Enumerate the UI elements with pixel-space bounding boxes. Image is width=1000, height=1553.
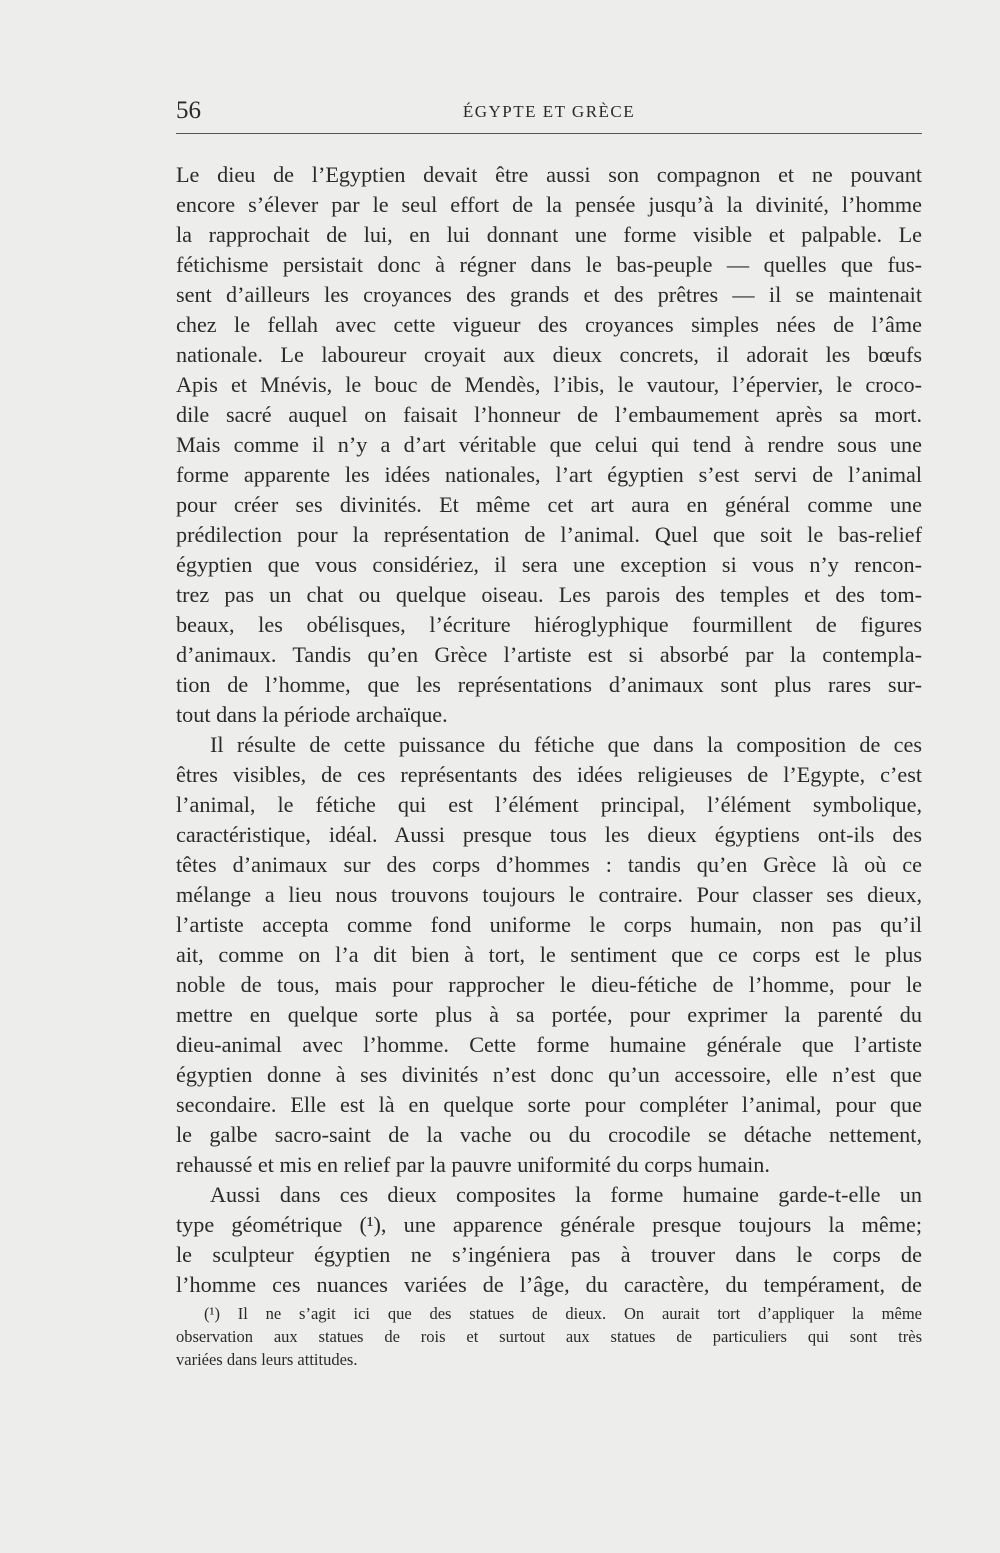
page-number: 56: [176, 97, 201, 124]
text-line: le galbe sacro-saint de la vache ou du crocodile se détache nettement,: [176, 1122, 922, 1147]
text-line: noble de tous, mais pour rapprocher le dieu-fétiche de l’homme, pour le: [176, 972, 922, 997]
body-text: [176, 160, 922, 1300]
footnote-line: (¹) Il ne s’agit ici que des statues de dieux. On aurait tort d’appliquer la même: [204, 1304, 922, 1323]
text-line: la rapprochait de lui, en lui donnant une forme visible et palpable. Le: [176, 222, 922, 247]
text-line: fétichisme persistait donc à régner dans le bas-peuple — quelles que fus-: [176, 252, 922, 277]
text-line: encore s’élever par le seul effort de la pensée jusqu’à la divinité, l’homme: [176, 192, 922, 217]
text-line: l’artiste accepta comme fond uniforme le corps humain, non pas qu’il: [176, 912, 922, 937]
footnote-line: variées dans leurs attitudes.: [176, 1350, 358, 1369]
text-line: nationale. Le laboureur croyait aux dieux concrets, il adorait les bœufs: [176, 342, 922, 367]
text-line: type géométrique (¹), une apparence générale presque toujours la même;: [176, 1212, 922, 1237]
text-line: rehaussé et mis en relief par la pauvre uniformité du corps humain.: [176, 1152, 770, 1177]
text-line: tion de l’homme, que les représentations d’animaux sont plus rares sur-: [176, 672, 922, 697]
text-line: forme apparente les idées nationales, l’art égyptien s’est servi de l’animal: [176, 462, 922, 487]
text-line: pour créer ses divinités. Et même cet art aura en général comme une: [176, 492, 922, 517]
text-line: tout dans la période archaïque.: [176, 702, 448, 727]
text-line: dieu-animal avec l’homme. Cette forme humaine générale que l’artiste: [176, 1032, 922, 1057]
text-line: Le dieu de l’Egyptien devait être aussi son compagnon et ne pouvant: [176, 162, 922, 187]
running-head: [176, 96, 922, 130]
text-line: mélange a lieu nous trouvons toujours le contraire. Pour classer ses dieux,: [176, 882, 922, 907]
text-line: ait, comme on l’a dit bien à tort, le sentiment que ce corps est le plus: [176, 942, 922, 967]
running-title: ÉGYPTE ET GRÈCE: [462, 102, 636, 121]
text-line: l’animal, le fétiche qui est l’élément principal, l’élément symbolique,: [176, 792, 922, 817]
text-line: d’animaux. Tandis qu’en Grèce l’artiste est si absorbé par la contempla-: [176, 642, 922, 667]
text-line: Aussi dans ces dieux composites la forme humaine garde-t-elle un: [210, 1182, 922, 1207]
text-line: égyptien donne à ses divinités n’est donc qu’un accessoire, elle n’est que: [176, 1062, 922, 1087]
text-line: êtres visibles, de ces représentants des idées religieuses de l’Egypte, c’est: [176, 762, 922, 787]
footnote-line: observation aux statues de rois et surtout aux statues de particuliers qui sont très: [176, 1327, 922, 1346]
text-line: secondaire. Elle est là en quelque sorte pour compléter l’animal, pour que: [176, 1092, 922, 1117]
text-line: chez le fellah avec cette vigueur des croyances simples nées de l’âme: [176, 312, 922, 337]
text-line: Il résulte de cette puissance du fétiche que dans la composition de ces: [210, 732, 922, 757]
text-line: égyptien que vous considériez, il sera une exception si vous n’y rencon-: [176, 552, 922, 577]
text-line: trez pas un chat ou quelque oiseau. Les parois des temples et des tom-: [176, 582, 922, 607]
text-line: dile sacré auquel on faisait l’honneur de l’embaumement après sa mort.: [176, 402, 922, 427]
header-rule: [176, 133, 922, 134]
footnote: [176, 1302, 922, 1371]
text-line: prédilection pour la représentation de l’animal. Quel que soit le bas-relief: [176, 522, 922, 547]
text-line: le sculpteur égyptien ne s’ingéniera pas à trouver dans le corps de: [176, 1242, 922, 1267]
text-line: têtes d’animaux sur des corps d’hommes : tandis qu’en Grèce là où ce: [176, 852, 922, 877]
text-line: beaux, les obélisques, l’écriture hiéroglyphique fourmillent de figures: [176, 612, 922, 637]
text-line: l’homme ces nuances variées de l’âge, du caractère, du tempérament, de: [176, 1272, 922, 1297]
text-line: Apis et Mnévis, le bouc de Mendès, l’ibis, le vautour, l’épervier, le croco-: [176, 372, 922, 397]
text-line: Mais comme il n’y a d’art véritable que celui qui tend à rendre sous une: [176, 432, 922, 457]
text-line: caractéristique, idéal. Aussi presque tous les dieux égyptiens ont-ils des: [176, 822, 922, 847]
text-line: mettre en quelque sorte plus à sa portée, pour exprimer la parenté du: [176, 1002, 922, 1027]
text-line: sent d’ailleurs les croyances des grands et des prêtres — il se maintenait: [176, 282, 922, 307]
